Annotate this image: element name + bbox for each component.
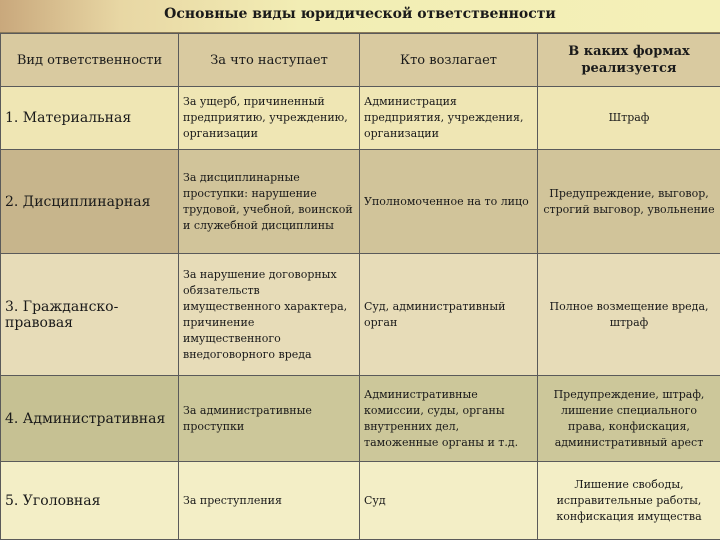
cell-forms: Предупреждение, штраф, лишение специального права, конфискация, административный арест (538, 376, 720, 462)
cell-reason: За дисциплинарные проступки: нарушение трудовой, учебной, воинской и служебной дисциплины (179, 150, 360, 254)
table-row (1, 254, 720, 376)
cell-who: Уполномоченное на то лицо (360, 150, 538, 254)
cell-type: 1. Материальная (1, 87, 179, 150)
header-who: Кто возлагает (360, 34, 538, 87)
cell-reason: За ущерб, причиненный предприятию, учреждению, организации (179, 87, 360, 150)
header-forms: В каких формах реализуется (538, 34, 720, 87)
cell-forms: Полное возмещение вреда, штраф (538, 254, 720, 376)
title-bar (0, 0, 720, 33)
cell-forms: Лишение свободы, исправительные работы, конфискация имущества (538, 462, 720, 540)
cell-who: Суд (360, 462, 538, 540)
responsibility-table (0, 33, 720, 540)
cell-reason: За нарушение договорных обязательств имущественного характера, причинение имущественного внедоговорного вреда (179, 254, 360, 376)
header-type: Вид ответственности (1, 34, 179, 87)
header-row (1, 34, 720, 87)
table-row (1, 150, 720, 254)
cell-type: 5. Уголовная (1, 462, 179, 540)
table-row (1, 462, 720, 540)
cell-type: 2. Дисциплинарная (1, 150, 179, 254)
page-title: Основные виды юридической ответственности (164, 6, 556, 22)
cell-type: 4. Административная (1, 376, 179, 462)
cell-who: Суд, административный орган (360, 254, 538, 376)
cell-reason: За административные проступки (179, 376, 360, 462)
cell-who: Администрация предприятия, учреждения, организации (360, 87, 538, 150)
cell-forms: Предупреждение, выговор, строгий выговор, увольнение (538, 150, 720, 254)
table-row (1, 87, 720, 150)
table-row (1, 376, 720, 462)
cell-who: Административные комиссии, суды, органы внутренних дел, таможенные органы и т.д. (360, 376, 538, 462)
cell-reason: За преступления (179, 462, 360, 540)
cell-type: 3. Гражданско-правовая (1, 254, 179, 376)
header-reason: За что наступает (179, 34, 360, 87)
cell-forms: Штраф (538, 87, 720, 150)
